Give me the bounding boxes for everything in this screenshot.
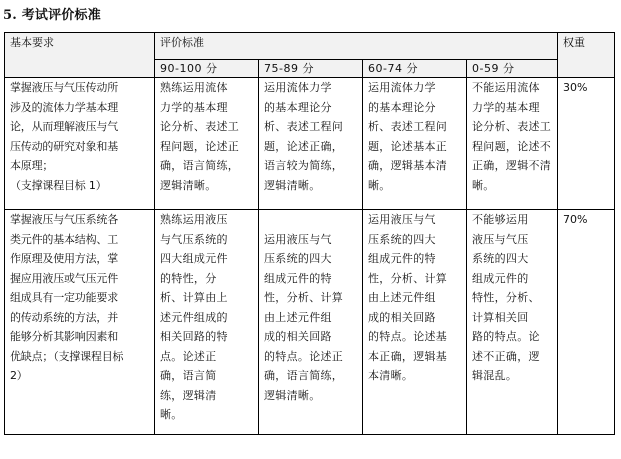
cell-text-line: 的传动系统的方法，并 <box>10 310 118 324</box>
cell-text-line: 不能运用流体 <box>472 81 540 94</box>
cell-text-line: 运用液压与气 <box>264 232 332 246</box>
header-evaluation-standard: 评价标准 <box>155 33 558 60</box>
criteria-cell-75-89 <box>259 210 363 435</box>
cell-text-line: 逻辑清晰。 <box>264 388 321 402</box>
cell-text-line: 握应用液压或气压元件 <box>10 271 118 285</box>
cell-text-line <box>264 210 357 230</box>
cell-text-line: 析、表述工程问 <box>264 120 344 133</box>
cell-text-line: 特性，分析、 <box>472 291 540 304</box>
weight-cell: 30% <box>558 78 615 210</box>
cell-text-line: 的特点。论述正 <box>264 349 344 363</box>
cell-text-line: 成的相关回路 <box>264 330 332 343</box>
cell-text-line: 晰。 <box>472 178 495 192</box>
cell-text-line: 熟练运用流体 <box>160 81 228 94</box>
weight-cell: 70% <box>558 210 615 435</box>
cell-text-line: 论，从而理解液压与气 <box>10 120 118 133</box>
requirement-cell <box>5 210 155 435</box>
cell-text-line: 的基本理论分 <box>264 100 332 114</box>
cell-text-line: 程问题，论述不 <box>472 139 552 153</box>
cell-text-line: 确，语言简练， <box>264 369 344 382</box>
cell-text-line: 本原理； <box>10 159 54 172</box>
cell-text-line: 述不正确，逻 <box>472 349 540 363</box>
cell-text-line: 相关回路的特 <box>160 330 228 343</box>
cell-text-line: 组成元件的 <box>472 271 529 285</box>
cell-text-line: 本正确，逻辑基 <box>368 349 448 363</box>
cell-text-line: 的特点。论述基 <box>368 330 448 343</box>
cell-text-line: 析、表述工程问 <box>368 120 448 133</box>
cell-text-line: 压系统的四大 <box>368 232 436 246</box>
table-row <box>5 78 615 210</box>
cell-text-line: 组成具有一定功能要求 <box>10 291 118 304</box>
criteria-cell-75-89 <box>259 78 363 210</box>
header-basic-requirement: 基本要求 <box>5 33 155 78</box>
cell-text-line: 述元件组成的 <box>160 310 228 324</box>
criteria-cell-90-100 <box>155 210 259 435</box>
cell-text-line: 能够分析其影响因素和 <box>10 330 118 343</box>
cell-text-line: 析、计算由上 <box>160 291 228 304</box>
cell-text-line: 组成元件的特 <box>264 271 332 285</box>
cell-text-line: 运用流体力学 <box>368 81 436 94</box>
cell-text-line: 四大组成元件 <box>160 252 228 265</box>
cell-text-line: 性，分析、计算 <box>368 271 448 285</box>
cell-text-line: 不能够运用 <box>472 213 529 226</box>
cell-text-line: 力学的基本理 <box>160 100 228 114</box>
grade-60-74: 60-74 分 <box>363 60 467 78</box>
criteria-cell-0-59 <box>467 78 558 210</box>
criteria-cell-90-100 <box>155 78 259 210</box>
cell-text-line: 2） <box>10 369 28 382</box>
cell-text-line: 涉及的流体力学基本理 <box>10 100 118 114</box>
cell-text-line: 路的特点。论 <box>472 330 540 343</box>
cell-text-line: 运用流体力学 <box>264 81 332 94</box>
cell-text-line: 确，语言简练， <box>160 159 240 172</box>
cell-text-line: 液压与气压 <box>472 232 529 246</box>
cell-text-line: 计算相关回 <box>472 310 529 324</box>
grade-0-59: 0-59 分 <box>467 60 558 78</box>
cell-text-line: 成的相关回路 <box>368 310 436 324</box>
cell-text-line: 压系统的四大 <box>264 252 332 265</box>
cell-text-line: 确，语言简 <box>160 369 217 382</box>
cell-text-line: 掌握液压与气压系统各 <box>10 213 118 226</box>
cell-text-line: 程问题，论述正 <box>160 139 240 153</box>
cell-text-line: 性，分析、计算 <box>264 291 344 304</box>
cell-text-line: 语言较为简练， <box>264 159 344 172</box>
cell-text-line: 与气压系统的 <box>160 232 228 246</box>
cell-text-line: 由上述元件组 <box>264 310 332 324</box>
cell-text-line: 的基本理论分 <box>368 100 436 114</box>
cell-text-line: 练，逻辑清 <box>160 388 217 402</box>
cell-text-line: 题，论述基本正 <box>368 139 448 153</box>
cell-text-line: 熟练运用液压 <box>160 213 228 226</box>
cell-text-line: 题，论述正确， <box>264 139 344 153</box>
cell-text-line: 逻辑清晰。 <box>264 178 321 192</box>
cell-text-line: 作原理及使用方法，掌 <box>10 252 118 265</box>
cell-text-line: 逻辑清晰。 <box>160 178 217 192</box>
criteria-cell-0-59 <box>467 210 558 435</box>
cell-text-line: 组成元件的特 <box>368 252 436 265</box>
cell-text-line: 类元件的基本结构、工 <box>10 232 118 246</box>
cell-text-line: 点。论述正 <box>160 349 217 363</box>
cell-text-line: 系统的四大 <box>472 252 529 265</box>
cell-text-line: （支撑课程目标 1） <box>10 178 107 192</box>
cell-text-line: 由上述元件组 <box>368 291 436 304</box>
header-weight: 权重 <box>558 33 615 78</box>
cell-text-line: 晰。 <box>160 408 183 421</box>
grade-75-89: 75-89 分 <box>259 60 363 78</box>
cell-text-line: 的特性，分 <box>160 271 217 285</box>
criteria-cell-60-74 <box>363 78 467 210</box>
requirement-cell <box>5 78 155 210</box>
criteria-cell-60-74 <box>363 210 467 435</box>
cell-text-line: 本清晰。 <box>368 369 414 382</box>
section-title: 5. 考试评价标准 <box>3 8 101 23</box>
evaluation-table <box>4 32 615 435</box>
cell-text-line: 力学的基本理 <box>472 100 540 114</box>
cell-text-line: 晰。 <box>368 178 391 192</box>
cell-text-line: 正确，逻辑不清 <box>472 159 552 172</box>
cell-text-line: 论分析、表述工 <box>472 120 552 133</box>
cell-text-line: 掌握液压与气压传动所 <box>10 81 118 94</box>
cell-text-line: 优缺点；（支撑课程目标 <box>10 349 124 363</box>
cell-text-line: 运用液压与气 <box>368 213 436 226</box>
cell-text-line: 辑混乱。 <box>472 369 518 382</box>
table-row <box>5 210 615 435</box>
grade-90-100: 90-100 分 <box>155 60 259 78</box>
cell-text-line: 论分析、表述工 <box>160 120 240 133</box>
cell-text-line: 确，逻辑基本清 <box>368 159 448 172</box>
cell-text-line: 压传动的研究对象和基 <box>10 139 118 153</box>
